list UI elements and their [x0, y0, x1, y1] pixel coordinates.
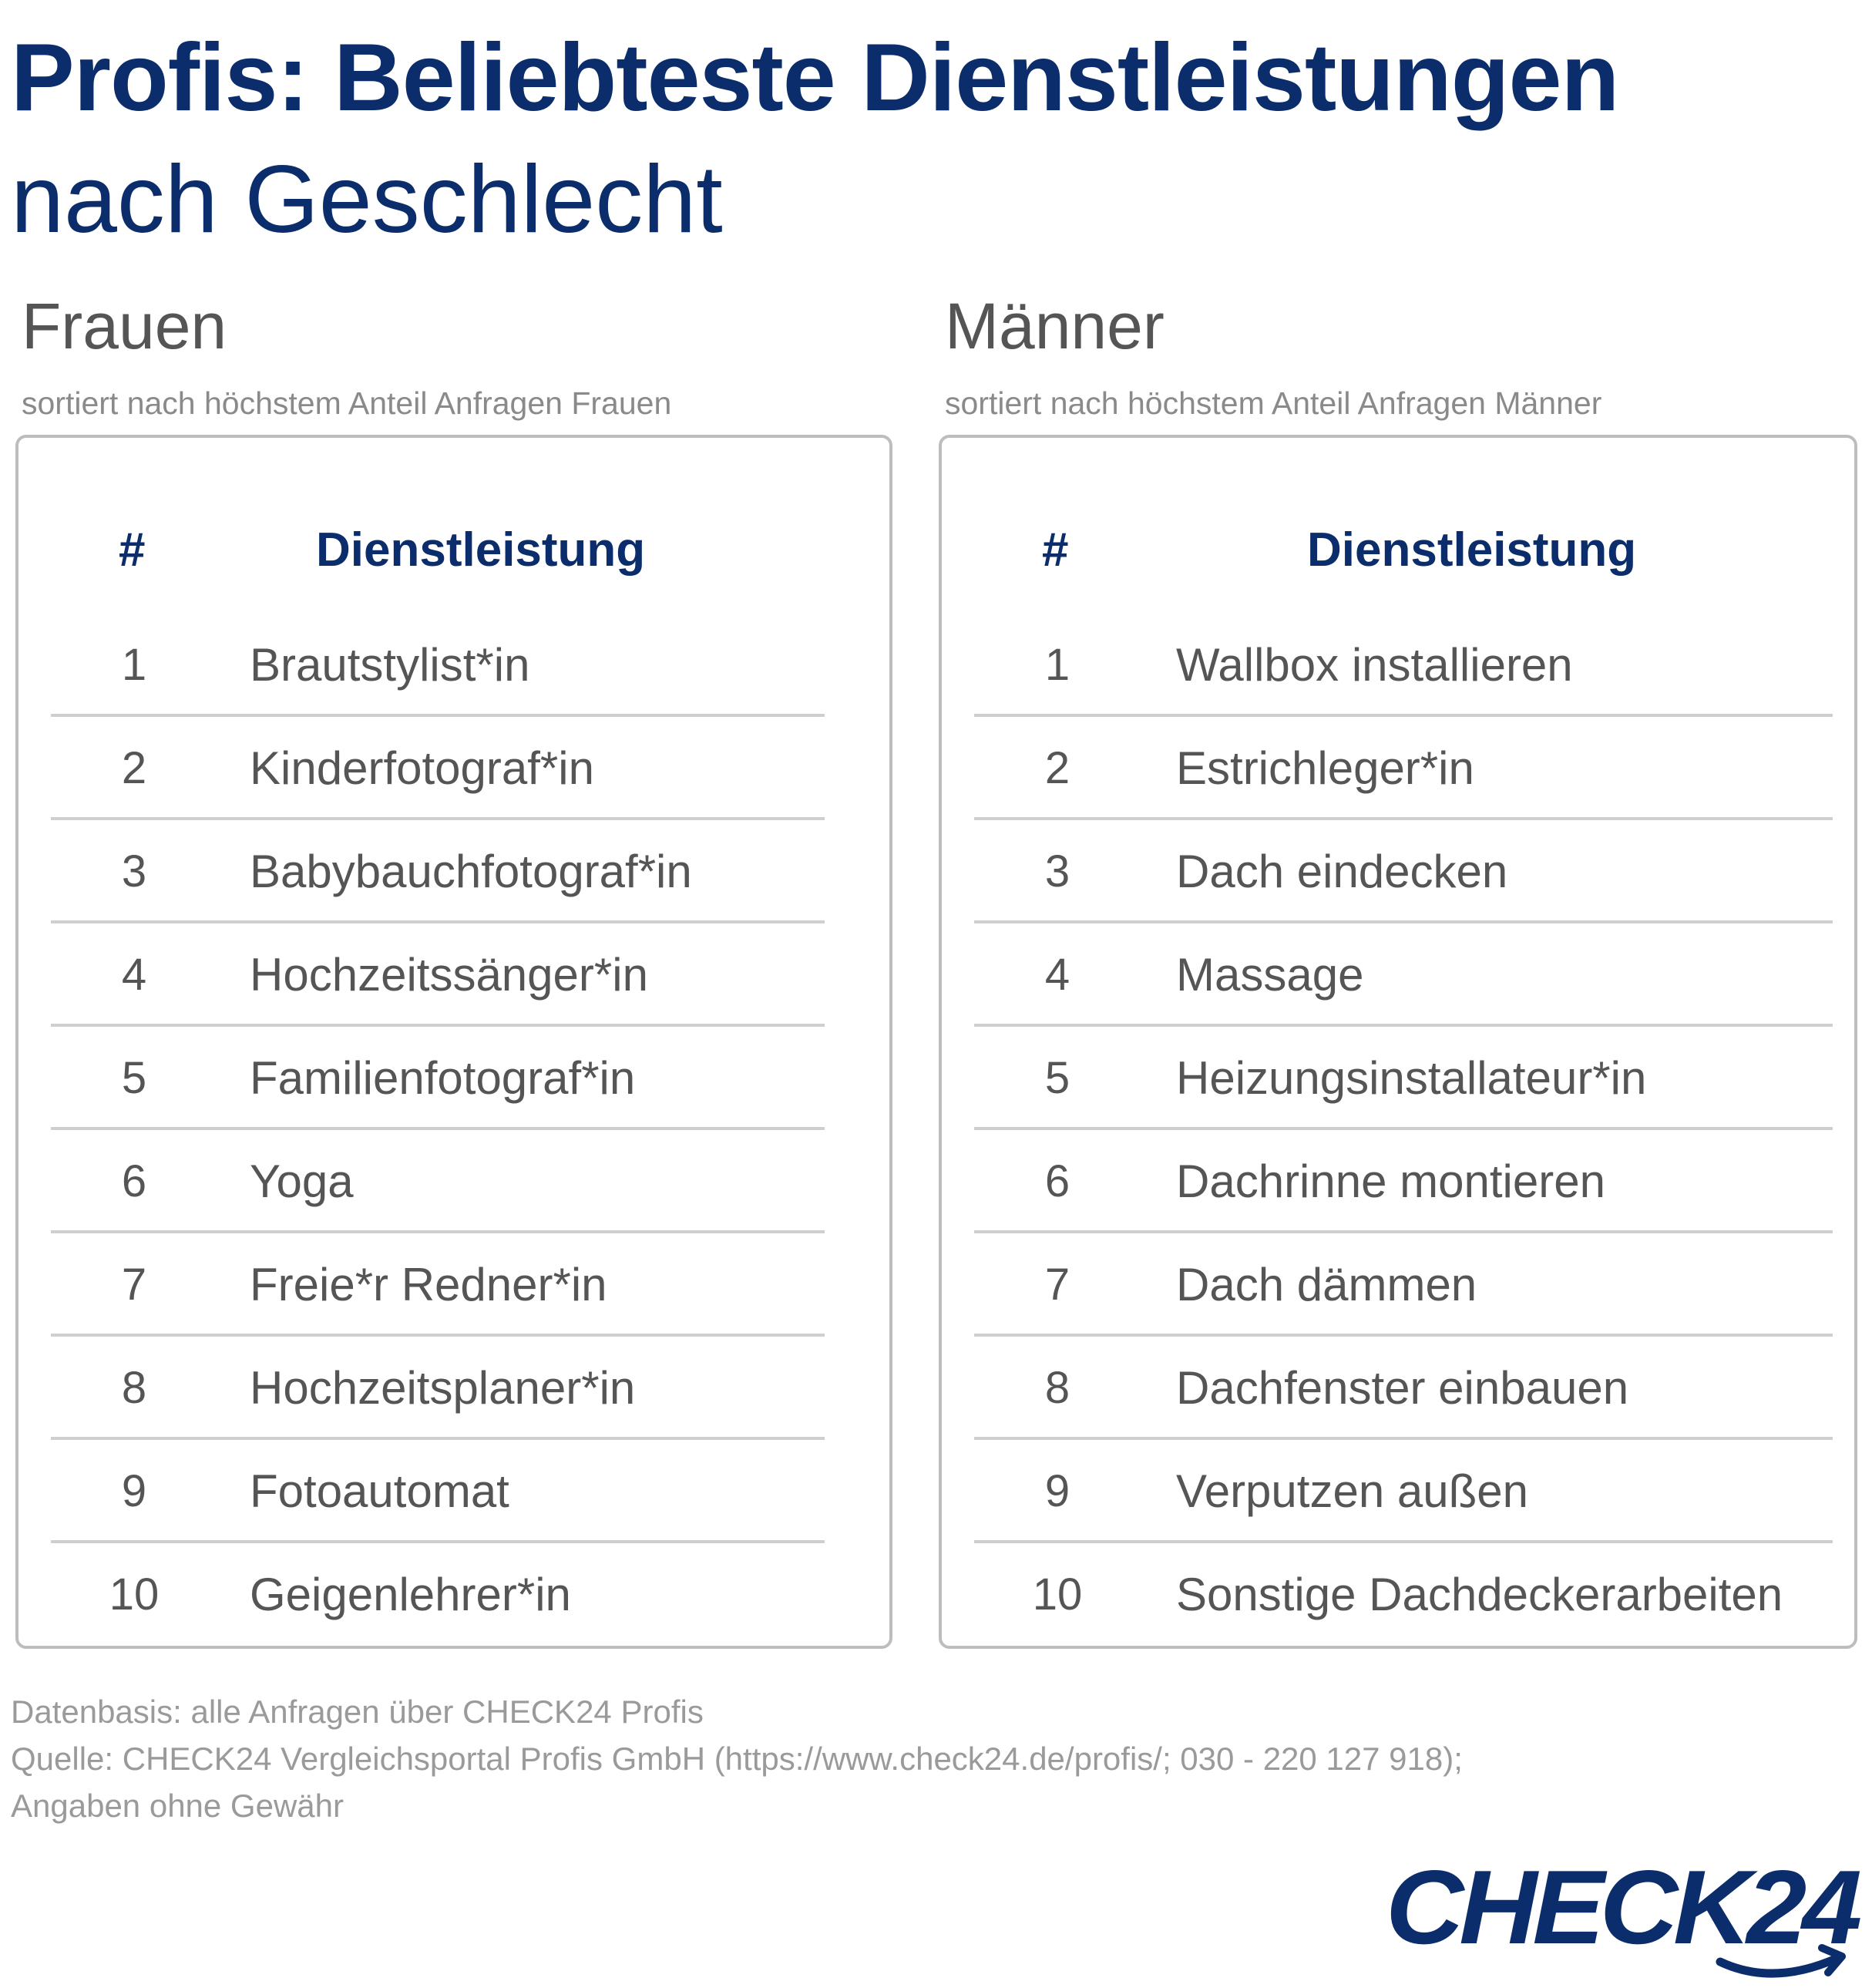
row-service: Freie*r Redner*in — [250, 1259, 607, 1310]
table-row — [51, 1440, 825, 1543]
rank-header: # — [119, 523, 146, 577]
row-service: Dachfenster einbauen — [1176, 1362, 1629, 1414]
table-row — [51, 1130, 825, 1233]
page-title: Profis: Beliebteste Dienstleistungen — [11, 25, 1619, 131]
row-service: Hochzeitsplaner*in — [250, 1362, 636, 1414]
row-rank: 2 — [121, 743, 147, 793]
row-service: Estrichleger*in — [1176, 742, 1474, 794]
row-rank: 10 — [109, 1569, 160, 1620]
men-table — [939, 435, 1857, 1649]
row-service: Dachrinne montieren — [1176, 1155, 1605, 1207]
row-rank: 3 — [1044, 846, 1070, 896]
row-rank: 9 — [1044, 1466, 1070, 1516]
row-service: Familienfotograf*in — [250, 1052, 636, 1104]
row-service: Geigenlehrer*in — [250, 1569, 571, 1620]
table-row — [974, 1337, 1833, 1440]
women-sort-note: sortiert nach höchstem Anteil Anfragen Frauen — [22, 385, 672, 421]
footer-disclaimer: Angaben ohne Gewähr — [11, 1788, 344, 1824]
table-row — [51, 1233, 825, 1337]
row-service: Dach dämmen — [1176, 1259, 1477, 1310]
row-service: Heizungsinstallateur*in — [1176, 1052, 1647, 1104]
table-row — [51, 614, 825, 717]
row-rank: 9 — [121, 1466, 147, 1516]
row-service: Hochzeitssänger*in — [250, 949, 648, 1001]
row-rank: 4 — [1044, 950, 1070, 1000]
row-service: Brautstylist*in — [250, 639, 530, 691]
row-rank: 3 — [121, 846, 147, 896]
row-rank: 4 — [121, 950, 147, 1000]
table-row — [974, 614, 1833, 717]
footer-source: Quelle: CHECK24 Vergleichsportal Profis GmbH (https://www.check24.de/profis/; 030 - 220 127 918); — [11, 1741, 1463, 1777]
table-row — [51, 820, 825, 923]
row-rank: 1 — [1044, 640, 1070, 690]
row-rank: 10 — [1032, 1569, 1083, 1620]
table-row — [974, 717, 1833, 820]
table-row — [51, 1337, 825, 1440]
row-rank: 7 — [1044, 1260, 1070, 1310]
row-rank: 1 — [121, 640, 147, 690]
row-service: Massage — [1176, 949, 1364, 1001]
table-row — [974, 1130, 1833, 1233]
table-row — [974, 1543, 1833, 1647]
logo-wordmark: CHECK24 — [1386, 1848, 1861, 1966]
rank-header: # — [1042, 523, 1069, 577]
row-service: Fotoautomat — [250, 1465, 509, 1517]
row-service: Dach eindecken — [1176, 846, 1508, 897]
women-table — [15, 435, 892, 1649]
table-row — [974, 1440, 1833, 1543]
men-sort-note: sortiert nach höchstem Anteil Anfragen Männer — [945, 385, 1602, 421]
footer-notes — [11, 1688, 1463, 1829]
row-rank: 2 — [1044, 743, 1070, 793]
row-rank: 6 — [121, 1156, 147, 1206]
row-rank: 8 — [121, 1363, 147, 1413]
table-row — [51, 1027, 825, 1130]
table-row — [51, 1543, 825, 1647]
row-rank: 5 — [121, 1053, 147, 1103]
women-heading: Frauen — [22, 290, 227, 362]
table-row — [974, 1233, 1833, 1337]
row-service: Yoga — [250, 1155, 354, 1207]
table-row — [51, 923, 825, 1027]
row-rank: 7 — [121, 1260, 147, 1310]
page-subtitle: nach Geschlecht — [11, 146, 723, 253]
table-row — [51, 717, 825, 820]
row-service: Wallbox installieren — [1176, 639, 1573, 691]
row-service: Babybauchfotograf*in — [250, 846, 692, 897]
row-service: Verputzen außen — [1176, 1465, 1529, 1517]
row-rank: 8 — [1044, 1363, 1070, 1413]
men-heading: Männer — [945, 290, 1165, 362]
check24-logo — [1380, 1846, 1865, 1985]
row-service: Kinderfotograf*in — [250, 742, 594, 794]
row-rank: 5 — [1044, 1053, 1070, 1103]
service-header: Dienstleistung — [316, 523, 646, 577]
table-row — [974, 1027, 1833, 1130]
service-header: Dienstleistung — [1307, 523, 1637, 577]
row-rank: 6 — [1044, 1156, 1070, 1206]
table-row — [974, 923, 1833, 1027]
table-row — [974, 820, 1833, 923]
row-service: Sonstige Dachdeckerarbeiten — [1176, 1569, 1783, 1620]
footer-data-basis: Datenbasis: alle Anfragen über CHECK24 Profis — [11, 1694, 704, 1730]
